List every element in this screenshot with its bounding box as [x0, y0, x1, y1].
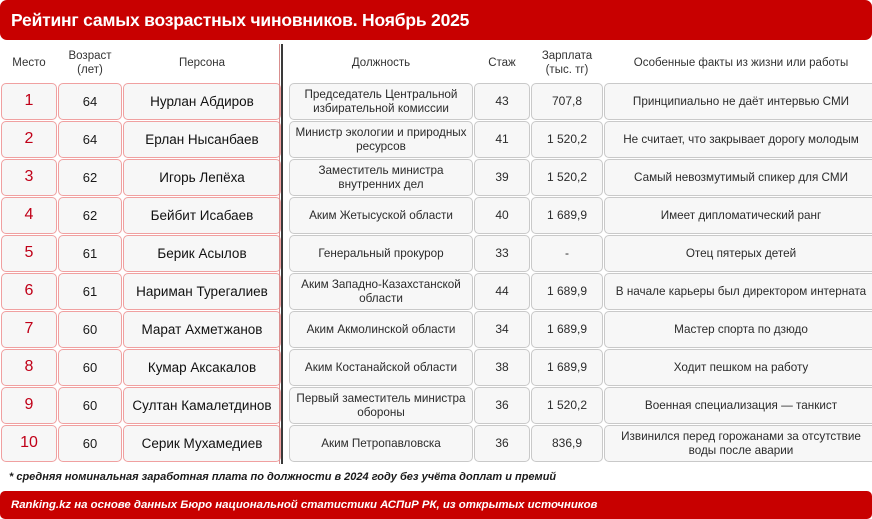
source-credit: Ranking.kz на основе данных Бюро национальной статистики АСПиР РК, из открытых источников	[11, 499, 598, 511]
header-facts-label: Особенные факты из жизни или работы	[633, 56, 849, 69]
group-divider	[281, 44, 283, 464]
cell-salary: 1 689,9	[531, 197, 603, 234]
cell-salary: 1 689,9	[531, 311, 603, 348]
table-row	[1, 121, 872, 158]
cell-rank: 4	[1, 197, 57, 234]
cell-salary: 707,8	[531, 83, 603, 120]
cell-experience: 33	[474, 235, 530, 272]
table-row	[1, 83, 872, 120]
cell-experience: 41	[474, 121, 530, 158]
cell-salary: 1 520,2	[531, 121, 603, 158]
cell-rank: 2	[1, 121, 57, 158]
cell-fact: В начале карьеры был директором интерната	[604, 273, 872, 310]
left-group-edge	[279, 44, 280, 464]
cell-age: 62	[58, 159, 122, 196]
table-row	[1, 425, 872, 462]
header-salary-label-line1: Зарплата	[541, 49, 593, 62]
cell-experience: 39	[474, 159, 530, 196]
cell-person: Нурлан Абдиров	[123, 83, 281, 120]
footnote: * средняя номинальная заработная плата по должности в 2024 году без учёта доплат и премий	[9, 471, 557, 483]
cell-position: Заместитель министра внутренних дел	[289, 159, 473, 196]
cell-fact: Принципиально не даёт интервью СМИ	[604, 83, 872, 120]
header-position-label: Должность	[351, 56, 411, 69]
cell-fact: Мастер спорта по дзюдо	[604, 311, 872, 348]
cell-age: 61	[58, 273, 122, 310]
cell-age: 60	[58, 425, 122, 462]
header-row	[1, 45, 872, 82]
cell-fact: Имеет дипломатический ранг	[604, 197, 872, 234]
cell-position: Первый заместитель министра обороны	[289, 387, 473, 424]
cell-person: Бейбит Исабаев	[123, 197, 281, 234]
cell-rank: 5	[1, 235, 57, 272]
header-person-label: Персона	[178, 56, 226, 69]
cell-position: Аким Жетысуской области	[289, 197, 473, 234]
cell-fact: Не считает, что закрывает дорогу молодым	[604, 121, 872, 158]
table-row	[1, 273, 872, 310]
header-age-label-line2: (лет)	[77, 63, 103, 76]
header-age	[58, 45, 122, 82]
cell-salary: 836,9	[531, 425, 603, 462]
cell-position: Аким Западно-Казахстанской области	[289, 273, 473, 310]
cell-experience: 36	[474, 425, 530, 462]
cell-rank: 8	[1, 349, 57, 386]
header-age-label-line1: Возраст	[68, 49, 112, 62]
cell-position: Аким Петропавловска	[289, 425, 473, 462]
cell-person: Игорь Лепёха	[123, 159, 281, 196]
cell-age: 60	[58, 349, 122, 386]
cell-age: 64	[58, 83, 122, 120]
ranking-table-container	[0, 44, 872, 464]
cell-position: Председатель Центральной избирательной комиссии	[289, 83, 473, 120]
header-person	[123, 45, 281, 82]
cell-age: 64	[58, 121, 122, 158]
header-rank	[1, 45, 57, 82]
cell-person: Марат Ахметжанов	[123, 311, 281, 348]
cell-rank: 6	[1, 273, 57, 310]
header-facts	[604, 45, 872, 82]
cell-experience: 36	[474, 387, 530, 424]
cell-salary: 1 520,2	[531, 159, 603, 196]
cell-experience: 38	[474, 349, 530, 386]
cell-experience: 44	[474, 273, 530, 310]
cell-salary: 1 689,9	[531, 349, 603, 386]
cell-fact: Самый невозмутимый спикер для СМИ	[604, 159, 872, 196]
header-experience-label: Стаж	[488, 56, 516, 69]
table-head	[1, 45, 872, 82]
table-row	[1, 197, 872, 234]
cell-fact: Отец пятерых детей	[604, 235, 872, 272]
cell-position: Генеральный прокурор	[289, 235, 473, 272]
cell-fact: Военная специализация — танкист	[604, 387, 872, 424]
cell-person: Нариман Турегалиев	[123, 273, 281, 310]
table-row	[1, 387, 872, 424]
cell-rank: 1	[1, 83, 57, 120]
cell-salary: 1 689,9	[531, 273, 603, 310]
table-row	[1, 159, 872, 196]
cell-person: Кумар Аксакалов	[123, 349, 281, 386]
cell-rank: 9	[1, 387, 57, 424]
cell-position: Министр экологии и природных ресурсов	[289, 121, 473, 158]
cell-salary: -	[531, 235, 603, 272]
cell-rank: 10	[1, 425, 57, 462]
table-body	[1, 83, 872, 462]
cell-person: Ерлан Нысанбаев	[123, 121, 281, 158]
table-row	[1, 349, 872, 386]
cell-age: 62	[58, 197, 122, 234]
table-row	[1, 311, 872, 348]
cell-person: Берик Асылов	[123, 235, 281, 272]
cell-rank: 3	[1, 159, 57, 196]
footer-bar	[0, 491, 872, 519]
cell-person: Серик Мухамедиев	[123, 425, 281, 462]
ranking-table	[0, 44, 872, 463]
cell-position: Аким Акмолинской области	[289, 311, 473, 348]
cell-fact: Извинился перед горожанами за отсутствие воды после аварии	[604, 425, 872, 462]
cell-rank: 7	[1, 311, 57, 348]
header-position	[289, 45, 473, 82]
header-rank-label: Место	[12, 56, 46, 69]
cell-experience: 34	[474, 311, 530, 348]
cell-fact: Ходит пешком на работу	[604, 349, 872, 386]
cell-person: Султан Камалетдинов	[123, 387, 281, 424]
cell-salary: 1 520,2	[531, 387, 603, 424]
table-row	[1, 235, 872, 272]
cell-position: Аким Костанайской области	[289, 349, 473, 386]
cell-experience: 43	[474, 83, 530, 120]
cell-age: 60	[58, 311, 122, 348]
cell-age: 60	[58, 387, 122, 424]
cell-experience: 40	[474, 197, 530, 234]
cell-age: 61	[58, 235, 122, 272]
title-bar	[0, 0, 872, 40]
header-experience	[474, 45, 530, 82]
header-salary	[531, 45, 603, 82]
header-salary-label-line2: (тыс. тг)	[545, 63, 589, 76]
page-title: Рейтинг самых возрастных чиновников. Ноябрь 2025	[11, 9, 470, 30]
